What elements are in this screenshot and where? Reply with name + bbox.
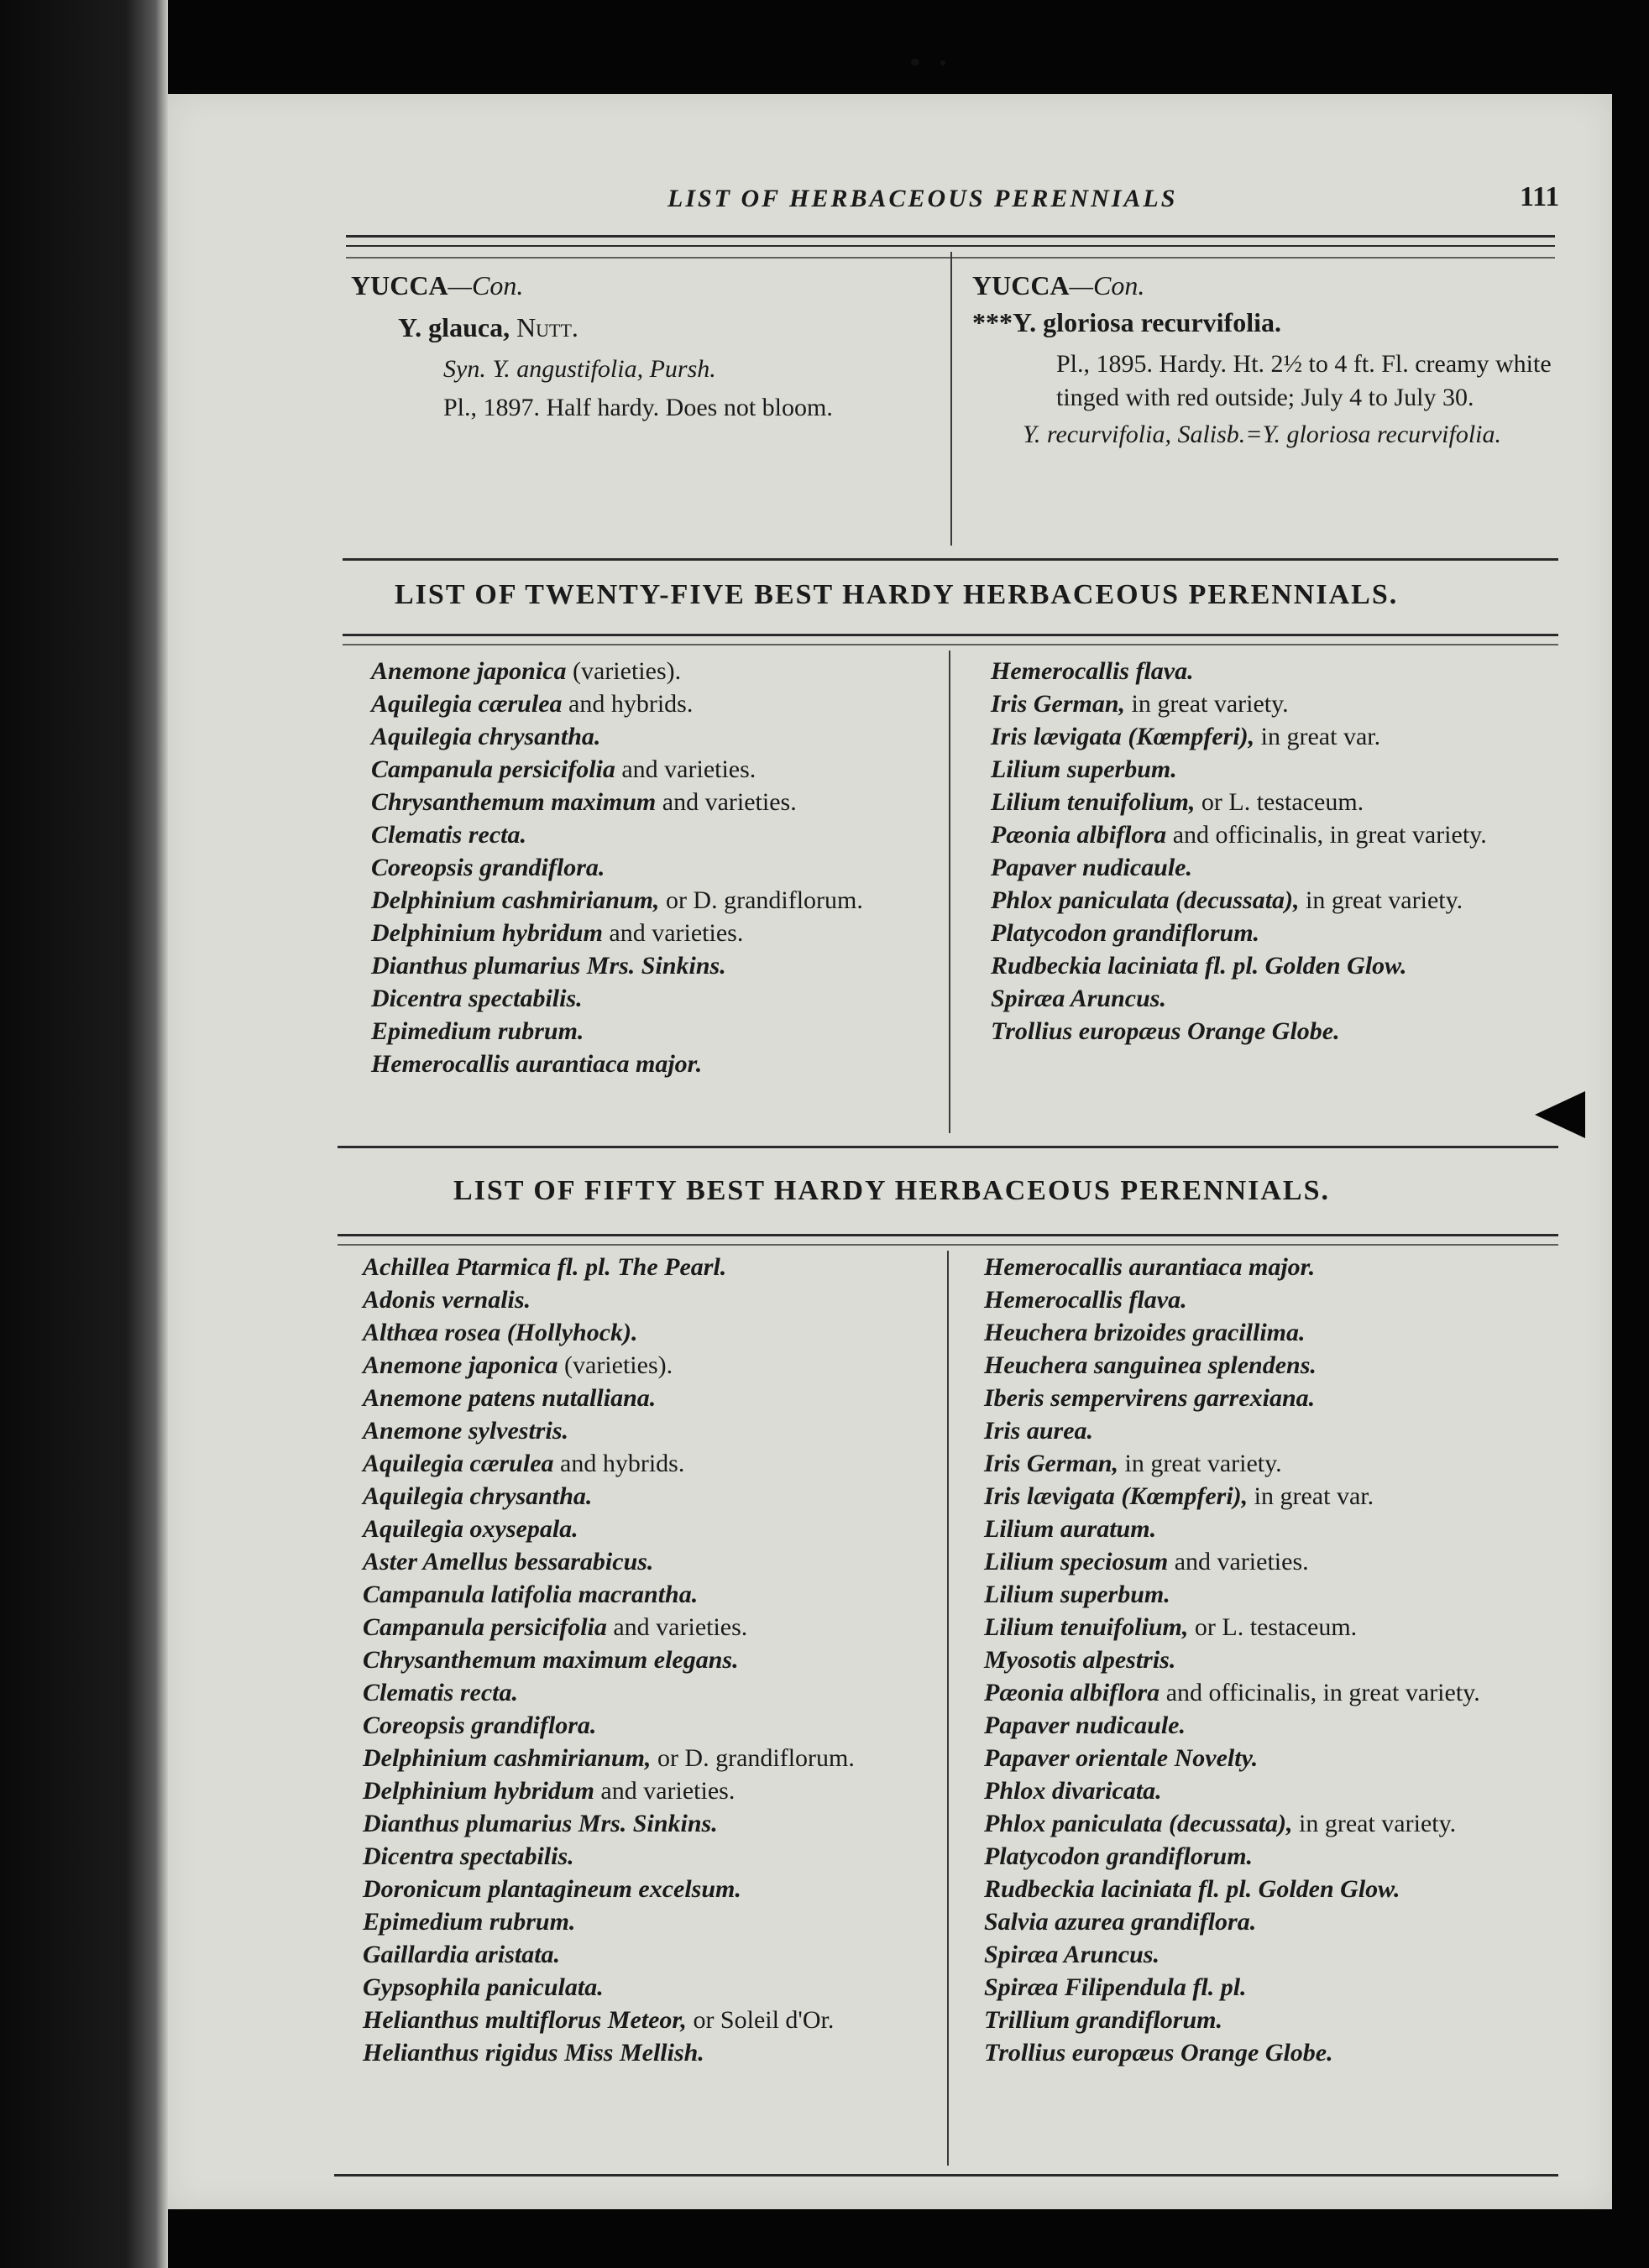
plant-note: and varieties. (594, 1777, 736, 1805)
plant-name: Coreopsis grandiflora. (363, 1711, 597, 1739)
plant-list-item (984, 1873, 1563, 1905)
plant-name: Aster Amellus bessarabicus. (363, 1548, 654, 1576)
plant-list-item (363, 1644, 942, 1676)
plant-list-item (363, 1447, 942, 1480)
plant-note: and varieties. (615, 755, 756, 783)
plant-name: Papaver nudicaule. (991, 854, 1192, 881)
plant-name: Hemerocallis flava. (991, 657, 1194, 685)
column-divider-yucca (950, 252, 952, 546)
plant-list-item (991, 917, 1570, 949)
plant-list-item (991, 786, 1570, 818)
plant-name: Trollius europæus Orange Globe. (984, 2039, 1333, 2067)
plant-list-item (363, 1349, 942, 1382)
plant-note: and officinalis, in great variety. (1160, 1679, 1480, 1706)
plant-list-item (371, 949, 950, 982)
list-50-left (363, 1251, 942, 2069)
plant-list-item (991, 753, 1570, 786)
plant-note: in great variety. (1299, 886, 1463, 914)
plant-list-item (371, 917, 950, 949)
plant-name: Delphinium hybridum (371, 919, 603, 947)
plant-list-item (984, 2036, 1563, 2069)
plant-list-item (984, 1644, 1563, 1676)
plant-list-item (363, 1545, 942, 1578)
plant-list-item (984, 1513, 1563, 1545)
bottom-rule (334, 2174, 1558, 2177)
species-note: Pl., 1897. Half hardy. Does not bloom. (443, 394, 833, 421)
plant-name: Lilium superbum. (991, 755, 1177, 783)
plant-name: Epimedium rubrum. (371, 1017, 584, 1045)
yucca-right-column (972, 269, 1560, 457)
plant-list-item (984, 1676, 1563, 1709)
species-note: Pl., 1895. Hardy. Ht. 2½ to 4 ft. Fl. creamy white tinged with red outside; July 4 to July 30. (1056, 350, 1552, 411)
plant-name: Epimedium rubrum. (363, 1908, 576, 1936)
page-edge-notch (1535, 1091, 1585, 1138)
plant-note: and officinalis, in great variety. (1166, 821, 1487, 849)
plant-list-item (371, 851, 950, 884)
plant-name: Clematis recta. (371, 821, 526, 849)
plant-name: Iris lævigata (Kœmpferi), (984, 1482, 1249, 1510)
plant-note: (varieties). (558, 1351, 673, 1379)
plant-list-item (984, 1840, 1563, 1873)
plant-list-item (363, 1251, 942, 1283)
plant-name: Doronicum plantagineum excelsum. (363, 1875, 741, 1903)
plant-list-item (371, 753, 950, 786)
genus-heading: YUCCA—Con. (351, 270, 524, 300)
rule-after-50-title-2 (338, 1244, 1558, 1246)
plant-list-item (363, 1774, 942, 1807)
plant-name: Phlox paniculata (decussata), (984, 1810, 1293, 1837)
rule-before-25 (343, 558, 1558, 561)
top-double-rule-2 (346, 245, 1555, 247)
plant-list-item (984, 1709, 1563, 1742)
plant-note: and hybrids. (553, 1450, 685, 1477)
plant-note: or L. testaceum. (1188, 1613, 1358, 1641)
plant-list-item (363, 1611, 942, 1644)
plant-name: Papaver orientale Novelty. (984, 1744, 1259, 1772)
plant-list-item (371, 884, 950, 917)
plant-name: Platycodon grandiflorum. (984, 1842, 1254, 1870)
plant-list-item (363, 1676, 942, 1709)
plant-name: Iberis sempervirens garrexiana. (984, 1384, 1316, 1412)
plant-list-item (363, 1938, 942, 1971)
plant-name: Rudbeckia laciniata fl. pl. Golden Glow. (984, 1875, 1400, 1903)
list-25-left (371, 655, 950, 1080)
scan-speck (940, 60, 945, 65)
plant-list-item (371, 818, 950, 851)
plant-name: Clematis recta. (363, 1679, 518, 1706)
plant-name: Anemone sylvestris. (363, 1417, 568, 1445)
plant-list-item (363, 1382, 942, 1414)
plant-name: Lilium tenuifolium, (991, 788, 1196, 816)
plant-list-item (984, 1480, 1563, 1513)
plant-name: Hemerocallis aurantiaca major. (984, 1253, 1316, 1281)
top-double-rule (346, 235, 1555, 238)
plant-name: Campanula persicifolia (371, 755, 615, 783)
rule-after-25-title (343, 634, 1558, 636)
plant-list-item (363, 1905, 942, 1938)
plant-name: Papaver nudicaule. (984, 1711, 1186, 1739)
plant-name: Iris aurea. (984, 1417, 1094, 1445)
species-name: ***Y. gloriosa recurvifolia. (972, 307, 1281, 337)
plant-list-item (363, 1316, 942, 1349)
plant-list-item (363, 1480, 942, 1513)
plant-name: Gypsophila paniculata. (363, 1973, 604, 2001)
plant-name: Lilium tenuifolium, (984, 1613, 1189, 1641)
plant-name: Helianthus multiflorus Meteor, (363, 2006, 687, 2034)
plant-list-item (984, 1447, 1563, 1480)
plant-name: Spiræa Aruncus. (984, 1941, 1160, 1968)
plant-list-item (371, 1048, 950, 1080)
plant-note: or L. testaceum. (1195, 788, 1364, 816)
plant-name: Aquilegia chrysantha. (371, 723, 601, 750)
plant-name: Anemone japonica (363, 1351, 558, 1379)
plant-list-item (991, 655, 1570, 687)
plant-name: Iris German, (984, 1450, 1119, 1477)
plant-name: Chrysanthemum maximum (371, 788, 657, 816)
plant-list-item (991, 851, 1570, 884)
plant-name: Phlox divaricata. (984, 1777, 1162, 1805)
list-50-right (984, 1251, 1563, 2069)
plant-name: Lilium auratum. (984, 1515, 1157, 1543)
plant-name: Anemone japonica (371, 657, 567, 685)
plant-list-item (991, 818, 1570, 851)
plant-name: Platycodon grandiflorum. (991, 919, 1260, 947)
plant-list-item (984, 1283, 1563, 1316)
plant-note: in great var. (1248, 1482, 1374, 1510)
synonym: Syn. Y. angustifolia, Pursh. (443, 355, 716, 383)
section-title-50: LIST OF FIFTY BEST HARDY HERBACEOUS PERENNIALS. (453, 1175, 1331, 1206)
plant-name: Salvia azurea grandiflora. (984, 1908, 1257, 1936)
plant-name: Lilium speciosum (984, 1548, 1169, 1576)
plant-name: Phlox paniculata (decussata), (991, 886, 1300, 914)
plant-name: Spiræa Filipendula fl. pl. (984, 1973, 1247, 2001)
plant-name: Aquilegia oxysepala. (363, 1515, 578, 1543)
plant-list-item (991, 1015, 1570, 1048)
plant-name: Trillium grandiflorum. (984, 2006, 1222, 2034)
plant-list-item (984, 1611, 1563, 1644)
plant-name: Iris German, (991, 690, 1126, 718)
plant-name: Hemerocallis flava. (984, 1286, 1187, 1314)
plant-note: in great variety. (1292, 1810, 1457, 1837)
plant-name: Dicentra spectabilis. (371, 985, 583, 1012)
yucca-left-column (351, 269, 939, 428)
plant-list-item (984, 1545, 1563, 1578)
rule-after-50-title (338, 1234, 1558, 1236)
plant-note: or Soleil d'Or. (686, 2006, 835, 2034)
plant-list-item (984, 1807, 1563, 1840)
plant-list-item (984, 2004, 1563, 2036)
plant-name: Delphinium hybridum (363, 1777, 594, 1805)
plant-name: Dianthus plumarius Mrs. Sinkins. (363, 1810, 718, 1837)
rule-after-25-title-2 (343, 644, 1558, 645)
plant-note: and varieties. (656, 788, 797, 816)
plant-name: Achillea Ptarmica fl. pl. The Pearl. (363, 1253, 727, 1281)
plant-name: Dicentra spectabilis. (363, 1842, 574, 1870)
plant-list-item (984, 1774, 1563, 1807)
plant-name: Delphinium cashmirianum, (371, 886, 660, 914)
plant-name: Hemerocallis aurantiaca major. (371, 1050, 703, 1078)
plant-name: Iris lævigata (Kœmpferi), (991, 723, 1255, 750)
plant-list-item (991, 687, 1570, 720)
plant-list-item (363, 1283, 942, 1316)
plant-note: in great variety. (1118, 1450, 1282, 1477)
plant-list-item (363, 2004, 942, 2036)
synonym: Y. recurvifolia, Salisb.=Y. gloriosa recurvifolia. (1023, 421, 1502, 448)
plant-name: Myosotis alpestris. (984, 1646, 1176, 1674)
plant-note: and hybrids. (562, 690, 694, 718)
scan-speck (911, 59, 919, 65)
plant-list-item (984, 1578, 1563, 1611)
plant-list-item (363, 2036, 942, 2069)
plant-list-item (991, 884, 1570, 917)
plant-note: and varieties. (1168, 1548, 1309, 1576)
column-divider-50 (947, 1251, 949, 2166)
running-title: LIST OF HERBACEOUS PERENNIALS (667, 185, 1178, 212)
plant-name: Chrysanthemum maximum elegans. (363, 1646, 739, 1674)
plant-list-item (984, 1742, 1563, 1774)
plant-list-item (991, 720, 1570, 753)
plant-name: Aquilegia cærulea (371, 690, 563, 718)
species-name: Y. glauca, Nutt. (398, 312, 578, 342)
plant-list-item (363, 1709, 942, 1742)
scan-left-margin (0, 0, 168, 2268)
plant-list-item (984, 1938, 1563, 1971)
plant-list-item (363, 1742, 942, 1774)
plant-name: Coreopsis grandiflora. (371, 854, 605, 881)
plant-list-item (363, 1840, 942, 1873)
plant-note: and varieties. (606, 1613, 748, 1641)
plant-list-item (984, 1316, 1563, 1349)
plant-list-item (984, 1905, 1563, 1938)
plant-note: or D. grandiflorum. (651, 1744, 855, 1772)
plant-list-item (371, 1015, 950, 1048)
plant-name: Spiræa Aruncus. (991, 985, 1166, 1012)
plant-list-item (363, 1414, 942, 1447)
plant-name: Dianthus plumarius Mrs. Sinkins. (371, 952, 726, 980)
plant-name: Pæonia albiflora (984, 1679, 1160, 1706)
plant-name: Adonis vernalis. (363, 1286, 531, 1314)
plant-list-item (363, 1807, 942, 1840)
list-25-right (991, 655, 1570, 1048)
plant-name: Rudbeckia laciniata fl. pl. Golden Glow. (991, 952, 1407, 980)
plant-note: (varieties). (566, 657, 682, 685)
section-title-25: LIST OF TWENTY-FIVE BEST HARDY HERBACEOUS PERENNIALS. (395, 579, 1399, 610)
rule-before-50 (338, 1146, 1558, 1148)
plant-name: Althæa rosea (Hollyhock). (363, 1319, 638, 1346)
plant-list-item (984, 1382, 1563, 1414)
plant-name: Trollius europæus Orange Globe. (991, 1017, 1340, 1045)
plant-list-item (363, 1578, 942, 1611)
plant-name: Aquilegia cærulea (363, 1450, 554, 1477)
plant-name: Helianthus rigidus Miss Mellish. (363, 2039, 704, 2067)
plant-note: in great variety. (1125, 690, 1289, 718)
plant-list-item (984, 1349, 1563, 1382)
plant-note: and varieties. (602, 919, 744, 947)
plant-name: Delphinium cashmirianum, (363, 1744, 652, 1772)
plant-name: Anemone patens nutalliana. (363, 1384, 657, 1412)
plant-list-item (984, 1971, 1563, 2004)
plant-note: in great var. (1254, 723, 1381, 750)
plant-list-item (363, 1513, 942, 1545)
plant-name: Heuchera sanguinea splendens. (984, 1351, 1317, 1379)
plant-list-item (371, 786, 950, 818)
plant-list-item (984, 1414, 1563, 1447)
plant-name: Campanula persicifolia (363, 1613, 607, 1641)
plant-list-item (984, 1251, 1563, 1283)
plant-name: Campanula latifolia macrantha. (363, 1581, 699, 1608)
plant-list-item (371, 720, 950, 753)
plant-name: Aquilegia chrysantha. (363, 1482, 593, 1510)
plant-name: Gaillardia aristata. (363, 1941, 561, 1968)
plant-list-item (991, 949, 1570, 982)
plant-list-item (371, 687, 950, 720)
page-number: 111 (1520, 181, 1560, 212)
plant-name: Heuchera brizoides gracillima. (984, 1319, 1306, 1346)
plant-name: Pæonia albiflora (991, 821, 1167, 849)
plant-list-item (363, 1873, 942, 1905)
plant-list-item (363, 1971, 942, 2004)
plant-name: Lilium superbum. (984, 1581, 1170, 1608)
plant-list-item (371, 982, 950, 1015)
plant-list-item (371, 655, 950, 687)
plant-list-item (991, 982, 1570, 1015)
genus-heading: YUCCA—Con. (972, 270, 1145, 300)
plant-note: or D. grandiflorum. (659, 886, 863, 914)
